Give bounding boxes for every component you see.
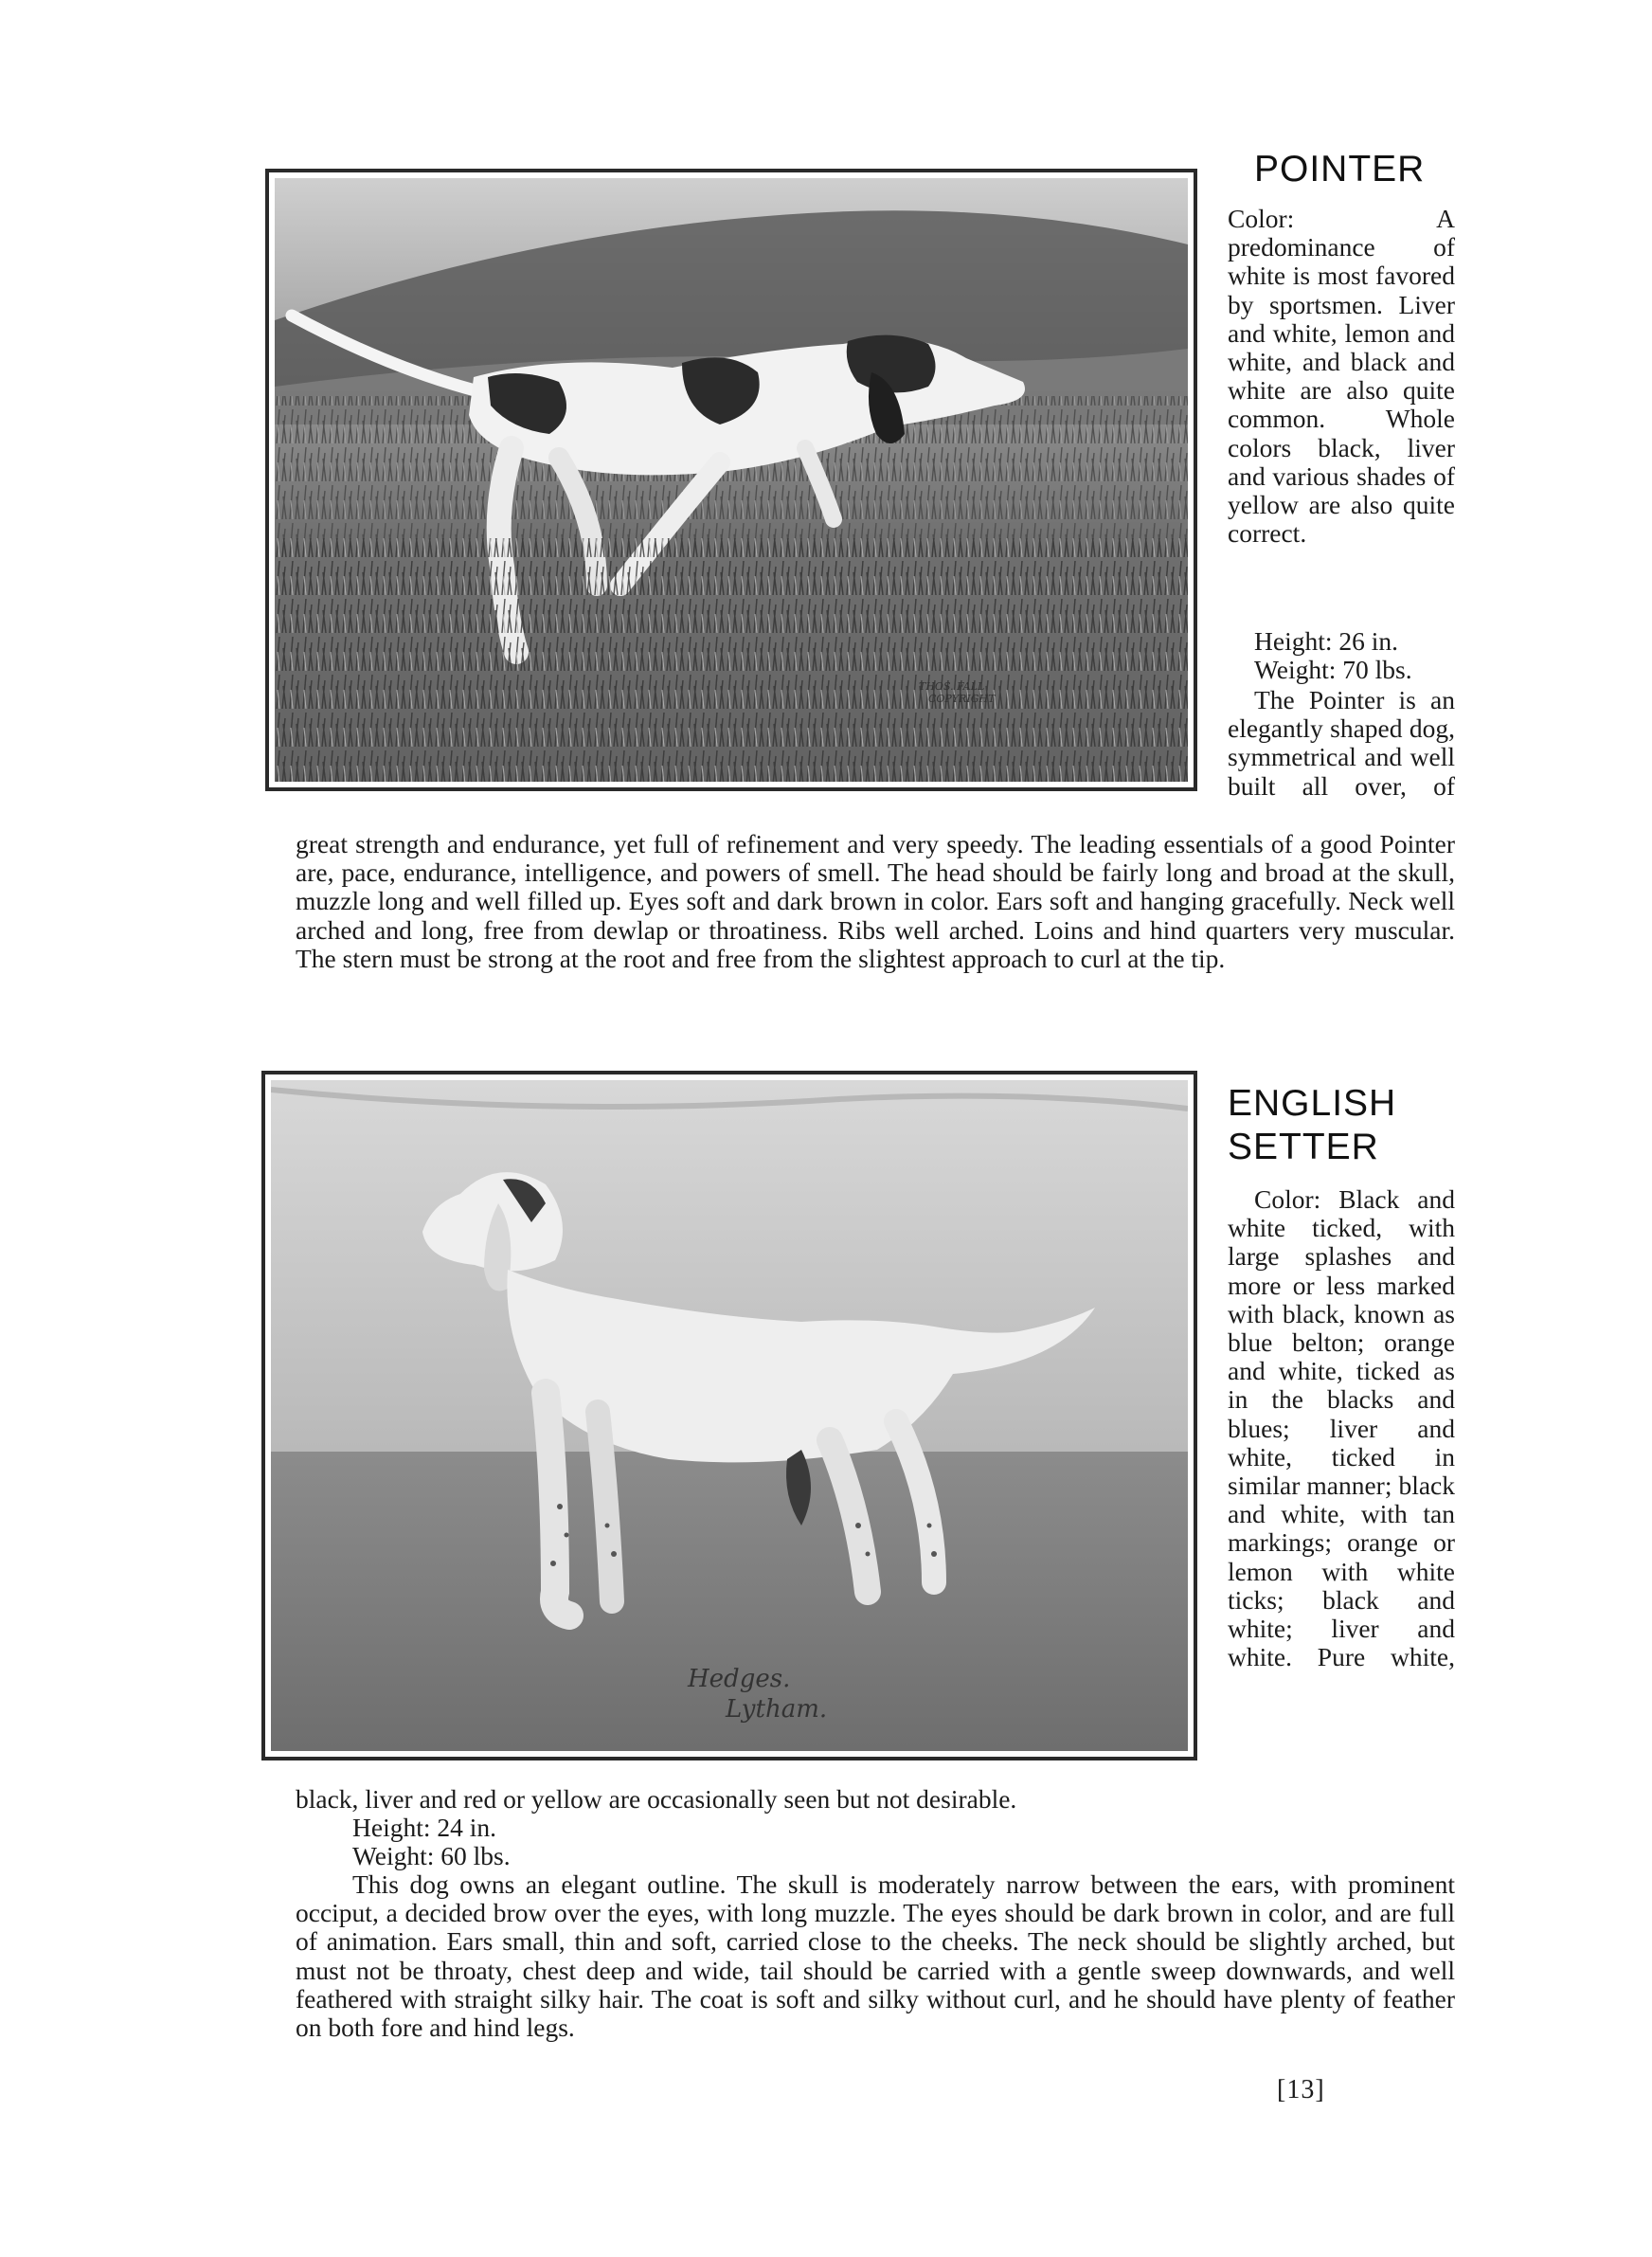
setter-illustration: [271, 1080, 1188, 1751]
pointer-description: great strength and endurance, yet full of refinement and very speedy. The leading essentials of a good Pointer are, pace, endurance, intelligence, and powers of smell. The head should be fairly long and broad at the skull, muzzle long and well filled up. Eyes soft and dark brown in color. Ears soft and hanging gracefully. Neck well arched and long, free from dewlap or throatiness. Ribs well arched. Loins and hind quarters very muscular. The stern must be strong at the root and free from the slightest approach to curl at the tip.: [296, 829, 1455, 973]
setter-heading-line2: SETTER: [1228, 1127, 1379, 1167]
pointer-heading: POINTER: [1254, 149, 1426, 190]
pointer-illustration: [275, 178, 1188, 782]
setter-description: This dog owns an elegant outline. The skull is moderately narrow between the ears, with prominent occiput, a decided brow over the eyes, with long muzzle. The eyes should be dark brown in color, and are full of animation. Ears small, thin and soft, carried close to the cheeks. The neck should be slightly arched, but must not be throaty, chest deep and wide, tail should be carried with a gentle sweep downwards, and well feathered with straight silky hair. The coat is soft and silky without curl, and he should have plenty of feather on both fore and hind legs.: [296, 1869, 1455, 2043]
setter-heading-line1: ENGLISH: [1228, 1083, 1397, 1124]
setter-height: Height: 24 in.: [352, 1813, 497, 1842]
setter-photo-signature-1: Hedges.: [688, 1665, 791, 1693]
pointer-weight: Weight: 70 lbs.: [1254, 655, 1412, 684]
setter-color-text: Color: Black and white ticked, with large splashes and more or less marked with black, known as blue belton; orange and white, ticked as in the blacks and blues; liver and white, ticked in similar manner; black and white, with tan markings; orange or lemon with white ticks; black and white; liver and white. Pure white,: [1228, 1184, 1455, 1672]
setter-photo-signature-2: Lytham.: [726, 1695, 828, 1724]
setter-color-continued: black, liver and red or yellow are occasionally seen but not desirable.: [296, 1784, 1017, 1814]
pointer-height: Height: 26 in.: [1254, 626, 1399, 656]
pointer-color-text: Color: A predominance of white is most favored by sportsmen. Liver and white, lemon and white, and black and white are also quite common. Whole colors black, liver and various shades of yellow are also quite correct.: [1228, 204, 1455, 549]
pointer-photo: [265, 169, 1197, 791]
pointer-description-side: The Pointer is an elegantly shaped dog, symmetrical and well built all over, of: [1228, 685, 1455, 801]
pointer-photo-mark-1: THOS. FALL: [919, 680, 985, 693]
pointer-photo-mark-2: COPYRIGHT: [928, 693, 996, 705]
page-number: [13]: [1277, 2075, 1325, 2104]
setter-photo: [261, 1071, 1197, 1760]
setter-weight: Weight: 60 lbs.: [352, 1841, 511, 1870]
